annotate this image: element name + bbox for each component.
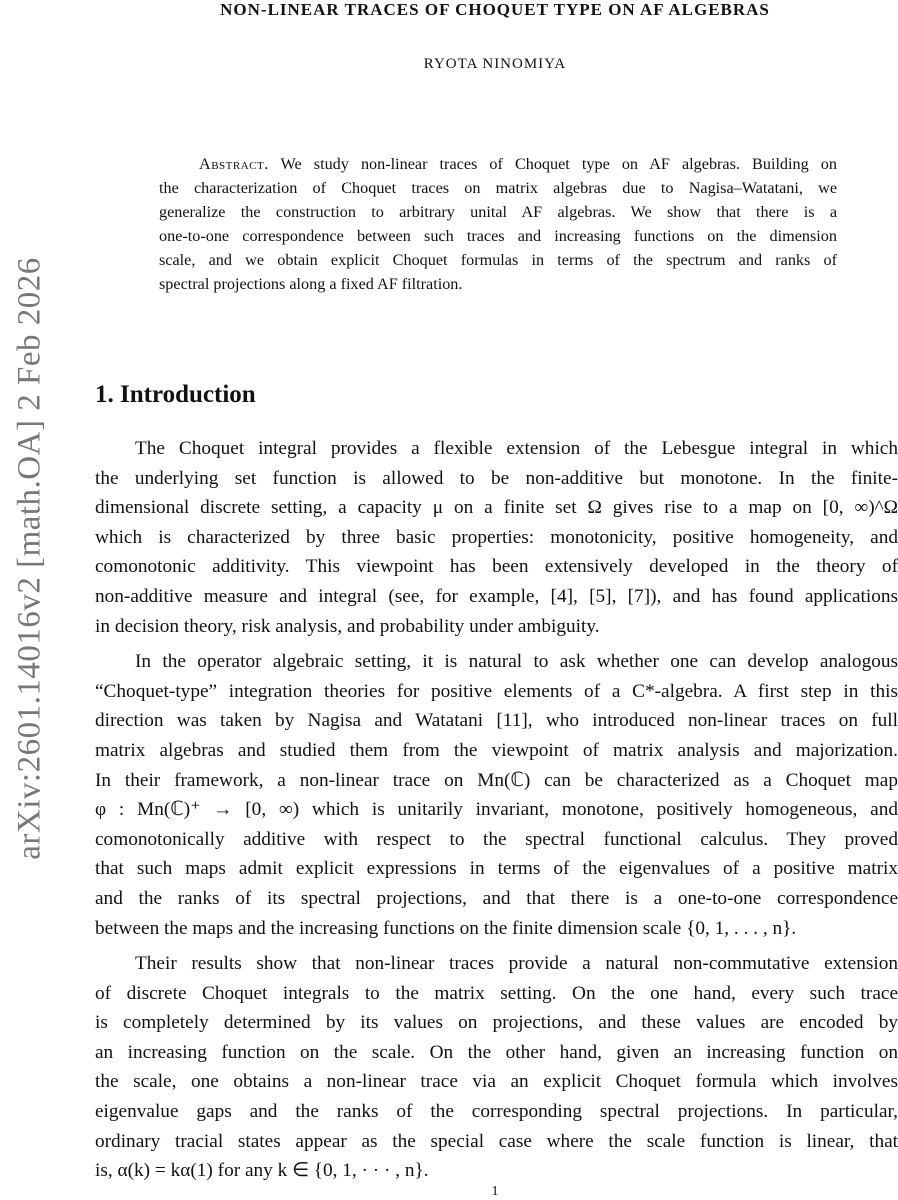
text-line: matrix algebras and studied them from the viewpoint of matrix analysis and majorization. xyxy=(95,739,898,761)
text-line: “Choquet-type” integration theories for positive elements of a C*-algebra. A first step in this xyxy=(95,680,898,702)
text-line: an increasing function on the scale. On the other hand, given an increasing function on xyxy=(95,1041,898,1063)
text-line: In their framework, a non-linear trace on Mn(ℂ) can be characterized as a Choquet map xyxy=(95,769,898,791)
text-line: is completely determined by its values on projections, and these values are encoded by xyxy=(95,1012,898,1034)
page-number: 1 xyxy=(491,1184,499,1199)
abstract-label: Abstract. xyxy=(199,155,269,173)
abstract-line: generalize the construction to arbitrary unital AF algebras. We show that there is a xyxy=(159,203,837,221)
text-line: comonotonically additive with respect to the spectral functional calculus. They proved xyxy=(95,828,898,850)
text-line: and the ranks of its spectral projections, and that there is a one-to-one correspondence xyxy=(95,887,898,909)
text-line: the scale, one obtains a non-linear trace via an explicit Choquet formula which involves xyxy=(95,1071,898,1093)
section-heading-introduction: 1. Introduction xyxy=(95,381,256,408)
text-line-with-citations[interactable]: non-additive measure and integral (see, for example, [4], [5], [7]), and has found applications xyxy=(95,585,898,607)
author-name: RYOTA NINOMIYA xyxy=(423,56,567,72)
abstract-line xyxy=(159,152,837,176)
text-line: Their results show that non-linear traces provide a natural non-commutative extension xyxy=(135,953,898,975)
text-line: eigenvalue gaps and the ranks of the corresponding spectral projections. In particular, xyxy=(95,1101,898,1123)
paragraph-2 xyxy=(95,647,898,943)
abstract xyxy=(159,152,837,296)
text-line: ordinary tracial states appear as the special case where the scale function is linear, that xyxy=(95,1130,898,1152)
abstract-line: scale, and we obtain explicit Choquet formulas in terms of the spectrum and ranks of xyxy=(159,251,837,269)
text-line: of discrete Choquet integrals to the matrix setting. On the one hand, every such trace xyxy=(95,982,898,1004)
abstract-line: one-to-one correspondence between such traces and increasing functions on the dimension xyxy=(159,227,837,245)
paper-title: NON-LINEAR TRACES OF CHOQUET TYPE ON AF ALGEBRAS xyxy=(220,0,770,19)
abstract-text: We study non-linear traces of Choquet type on AF algebras. Building on xyxy=(268,155,837,173)
paragraph-3 xyxy=(95,949,898,1186)
text-line: between the maps and the increasing functions on the finite dimension scale {0, 1, . . . , n}. xyxy=(95,917,797,939)
text-line: that such maps admit explicit expressions in terms of the eigenvalues of a positive matrix xyxy=(95,858,898,880)
abstract-line: spectral projections along a fixed AF filtration. xyxy=(159,275,463,293)
text-line: In the operator algebraic setting, it is natural to ask whether one can develop analogous xyxy=(135,651,898,673)
text-line: is, α(k) = kα(1) for any k ∈ {0, 1, · · · , n}. xyxy=(95,1160,429,1182)
text-line: the underlying set function is allowed to be non-additive but monotone. In the finite- xyxy=(95,467,898,489)
text-line: comonotonic additivity. This viewpoint has been extensively developed in the theory of xyxy=(95,556,898,578)
text-line: φ : Mn(ℂ)⁺ → [0, ∞) which is unitarily invariant, monotone, positively homogeneous, and xyxy=(95,799,898,821)
paragraph-1 xyxy=(95,434,898,641)
text-line: The Choquet integral provides a flexible extension of the Lebesgue integral in which xyxy=(135,438,898,459)
text-line-with-citation[interactable]: direction was taken by Nagisa and Watatani [11], who introduced non-linear traces on full xyxy=(95,710,898,732)
text-line: which is characterized by three basic properties: monotonicity, positive homogeneity, and xyxy=(95,526,898,548)
introduction-body xyxy=(95,434,898,1192)
text-line: dimensional discrete setting, a capacity μ on a finite set Ω gives rise to a map on [0, ∞)^Ω xyxy=(95,497,898,519)
arxiv-identifier-stamp[interactable]: arXiv:2601.14016v2 [math.OA] 2 Feb 2026 xyxy=(11,257,48,860)
abstract-line: the characterization of Choquet traces on matrix algebras due to Nagisa–Watatani, we xyxy=(159,179,837,197)
text-line: in decision theory, risk analysis, and probability under ambiguity. xyxy=(95,615,600,637)
